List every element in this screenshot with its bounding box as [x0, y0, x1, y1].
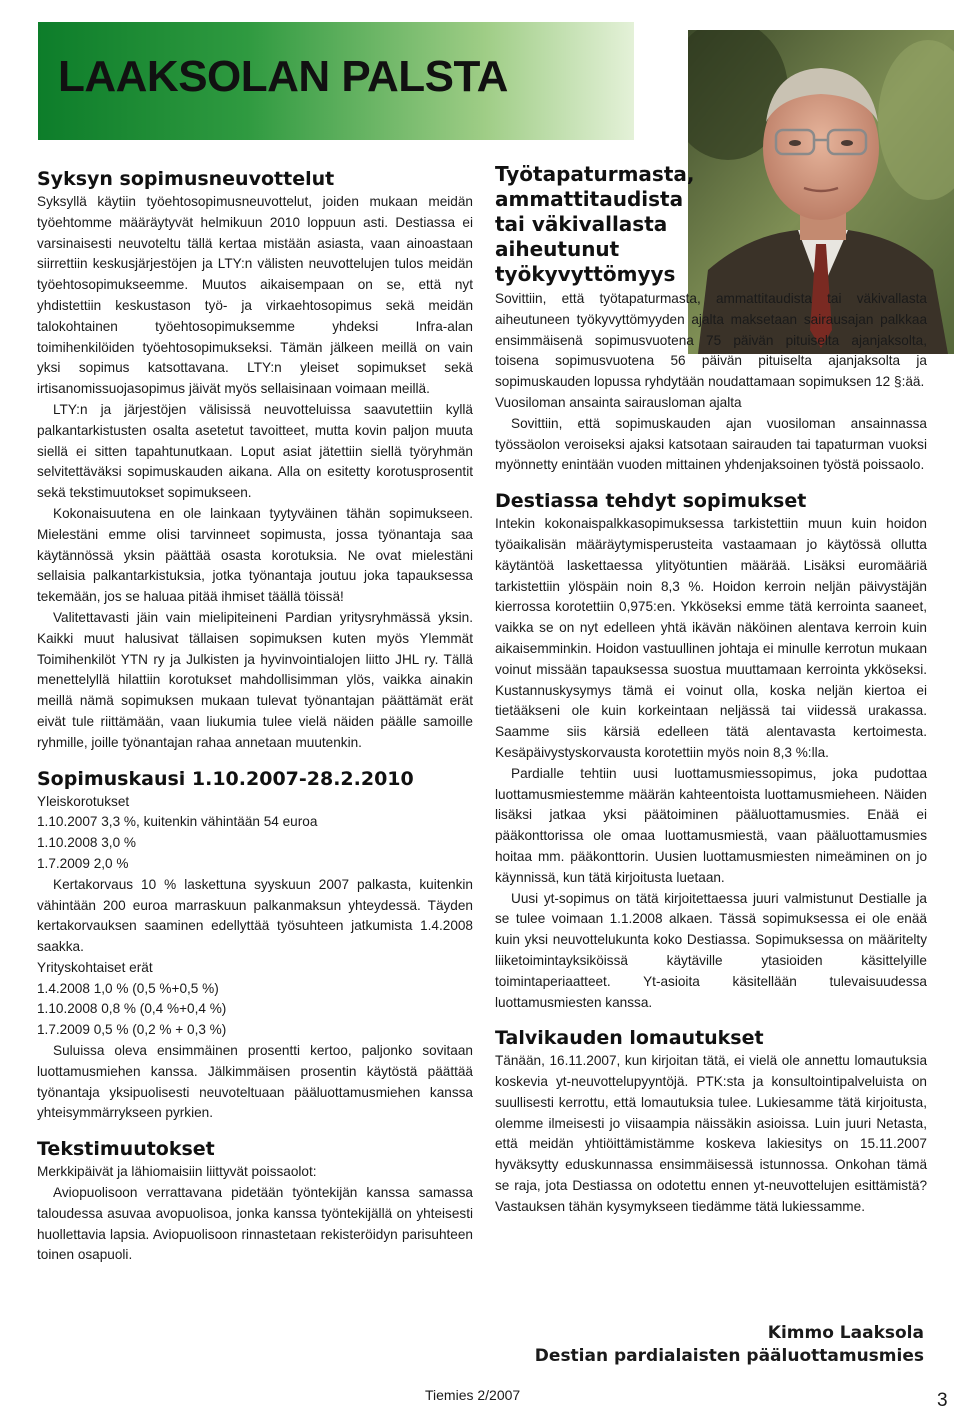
- list-line: 1.10.2007 3,3 %, kuitenkin vähintään 54 euroa: [37, 814, 318, 830]
- paragraph: Pardialle tehtiin uusi luottamusmiessopimus, joka pudottaa luottamusmiestemme määrän kahteentoista luottamusmieheen. Näiden lisäksi jatkaa yksi päätoiminen pääluottamusmies. Enää ei pääkonttorissa ole omaa luottamusmiestä, vaan pääluottamusmies hoitaa mm. pääkonttorin. Uusien luottamusmiesten nimeäminen on jo käynnissä, kun tätä kirjoitusta luetaan.: [495, 765, 927, 885]
- page-number: 3: [937, 1390, 948, 1411]
- paragraph: Sovittiin, että työtapaturmasta, ammattitaudista tai väkivallasta aiheutuneen työkyvyttömyyden ajalta maksetaan sairausajan palkkaa ensimmäisenä sopimusvuotena 75 päivän pituiselta ajanjaksolta, toisena sopimusvuotena 56 päivän pituiselta ajanjaksolta ja sopimuskauden lopussa ryhdytään noudattamaan sopimuksen 12 §:ää.: [495, 291, 927, 390]
- paragraph: Tänään, 16.11.2007, kun kirjoitan tätä, ei vielä ole annettu lomautuksia koskevia yt-neuvottelupyyntöjä. PTK:sta ja konsultointipalveluista on suullisesti kerrottu, että lomautuksia tulee. Lukiesamme tätä kirjoitusta, olemme ilmeisesti jo viisaampia näissäkin asioissa. Luin juuri Netasta, että meidän yhtiöittämistämme koskeva lakiesitys on 15.11.2007 hyväksytty eduskunnassa ensimmäisessä istunnossa. Onkohan tämä se raja, jota Destiassa on odotettu ennen yt-neuvottelujen esittämistä? Vastauksen tähän kysymykseen tiedämme tätä lukiessamme.: [495, 1053, 927, 1214]
- left-column: [37, 168, 473, 1266]
- issue-label: Tiemies 2/2007: [425, 1387, 521, 1403]
- paragraph: Valitettavasti jäin vain mielipiteineni Pardian yritysryhmässä yksin. Kaikki muut halusivat tällaisen sopimuksen kuten myös Ylemmät Toimihenkilöt YTN ry ja Julkisten ja hyvinvointialojen liitto JHL ry. Tällä menettelyllä hilattiin korotukset mahdollisimman ylös, vaikka ainakin meillä nämä sopimuksen mukaan tulevat työnantajan päättämät erät eivät tule riittämään, vaan liukumia tulee vielä näiden päälle samoille ryhmille, joille työnantajan rahaa annetaan muutenkin.: [37, 609, 473, 750]
- list-line: Vuosiloman ansainta sairausloman ajalta: [495, 394, 742, 410]
- paragraph: Kokonaisuutena en ole lainkaan tyytyväinen tähän sopimukseen. Mielestäni emme olisi tarvinneet sopimusta, jossa työnantaja saa käytännössä yksin päättää osasta korotuksia. Ne ovat mielestäni sellaisia palkantarkistuksia, jotka työnantaja joutuu joka tapauksessa tekemään, jos se haluaa pitää ihmiset täällä töissä!: [37, 505, 473, 605]
- list-line: 1.10.2008 0,8 % (0,4 %+0,4 %): [37, 1001, 227, 1017]
- signature-block: [535, 1322, 924, 1368]
- author-name: Kimmo Laaksola: [767, 1323, 924, 1343]
- list-line: Merkkipäivät ja lähiomaisiin liittyvät poissaolot:: [37, 1164, 317, 1180]
- list-line: 1.7.2009 0,5 % (0,2 % + 0,3 %): [37, 1022, 227, 1038]
- paragraph: Syksyllä käytiin työehtosopimusneuvottelut, joiden mukaan meidän työehtomme määräytyvät helmikuun 2010 loppuun asti. Destiassa ei varsinaisesti neuvoteltu tällä kertaa mistään asiasta, vaan ainoastaan siirrettiin keskusjärjestöjen ja LTY:n välisten neuvottelujen tulos meidän työehtosopimukseemme. Muutos aikaisempaan on se, että nyt yhdistettiin keskustason työ- ja virkaehtosopimus sekä meidän talokohtainen työehtosopimuksemme yhdeksi Infra-alan toimihenkilöiden työehtosopimukseksi. Tämän jälkeen meillä on vain yksi sopimus katsottavana. LTY:n yleiset sopimukset sekä irtisanomissuojasopimus jäivät myös sellaisinaan voimaan meillä.: [37, 194, 473, 397]
- author-title: Destian pardialaisten pääluottamusmies: [534, 1346, 924, 1366]
- list-line: 1.10.2008 3,0 %: [37, 835, 137, 851]
- paragraph: Uusi yt-sopimus on tätä kirjoitettaessa juuri valmistunut Destialle ja se tulee voimaan 1.1.2008 alkaen. Tässä sopimuksessa ei ole enää kuin yksi neuvottelukunta koko Destiassa. Sopimuksessa on määritelty liiketoimintayksiköissä käytäville ytasioiden käsittelyille toimintaperiaatteet. Yt-asioita käsitellään tulevaisuudessa luottamusmiesten kanssa.: [495, 890, 927, 1010]
- paragraph: LTY:n ja järjestöjen välisissä neuvotteluissa saavutettiin kyllä palkantarkistusten osalta asetetut tavoitteet, mutta kovin paljon muuta siellä ei sitten tapahtunutkaan. Loput asiat jätettiin siellä työryhmän selvitettäväksi sopimuskauden aikana. Alla on esitetty korotusprosentit sekä tekstimuutokset sopimukseen.: [37, 401, 473, 501]
- paragraph: Kertakorvaus 10 % laskettuna syyskuun 2007 palkasta, kuitenkin vähintään 200 euroa marraskuun palkanmaksun yhteydessä. Täyden kertakorvauksen saaminen edellyttää työsuhteen jatkumista 1.4.2008 saakka.: [37, 876, 473, 955]
- paragraph: Sovittiin, että sopimuskauden ajan vuosiloman ansainnassa työssäolon veroiseksi ajaksi katsotaan sairauden tai tapaturman vuoksi myönnetty enintään vuoden mittainen yhdenjaksoinen työstä poissaolo.: [495, 415, 927, 473]
- right-column: [495, 162, 927, 1218]
- section-heading-destiassa-tehdyt-sopimukset: Destiassa tehdyt sopimukset: [495, 490, 807, 513]
- section-heading-tyotapaturma: Työtapaturmasta, ammattitaudista tai väkivallasta aiheutunut työkyvyttömyys: [495, 162, 695, 286]
- list-line: Yrityskohtaiset erät: [37, 959, 153, 975]
- section-heading-talvikauden-lomautukset: Talvikauden lomautukset: [495, 1027, 764, 1050]
- paragraph: Aviopuolisoon verrattavana pidetään työntekijän kanssa samassa taloudessa asuvaa avopuolisoa, jonka kanssa työntekijällä on yhteisesti huollettavia lapsia. Aviopuolisoon rinnastetaan rekisteröidyn parisuhteen toinen osapuoli.: [37, 1185, 473, 1263]
- list-line: 1.4.2008 1,0 % (0,5 %+0,5 %): [37, 980, 219, 996]
- paragraph: Suluissa oleva ensimmäinen prosentti kertoo, paljonko sovitaan luottamusmiehen kanssa. Jälkimmäisen prosentin käytöstä päättää työnantaja yksipuolisesti neuvoteltuaan pääluottamusmiehen kanssa yhteisymmärrykseen pyrkien.: [37, 1043, 473, 1121]
- section-heading-syksyn-sopimusneuvottelut: Syksyn sopimusneuvottelut: [37, 168, 335, 190]
- page-title: LAAKSOLAN PALSTA: [58, 52, 508, 101]
- list-line: Yleiskorotukset: [37, 793, 130, 809]
- list-line: 1.7.2009 2,0 %: [37, 855, 129, 871]
- section-heading-tekstimuutokset: Tekstimuutokset: [37, 1138, 215, 1161]
- paragraph: Intekin kokonaispalkkasopimuksessa tarkistettiin muun kuin hoidon työaikalisän määräytymisperusteita vastaamaan jo käytössä ollutta käytäntöä laskettaessa ylityötuntien määrää. Lisäksi euromääriä tarkistettiin ylöspäin noin 8,3 %. Hoidon kerroin neljän päivystäjän kierrossa korotettiin 0,975:en. Ykköseksi emme tätä kerrointa saaneet, vaikka se on nyt edelleen yhtä ikävän näköinen alentava kerroin kuin aikaisemminkin. Hoidon vastuullinen johtaja ei minulle kerrotun mukaan voinut missään tapauksessa suostua muuttamaan kerrointa ykköseksi. Kustannuskysymys tämä ei voinut olla, koska neljän kiertoa ei tietääkseni ole kuin korkeintaan neljässä tai viidessä urakassa. Saamme siis kärsiä edelleen tätä alentavasta kertoimesta. Kesäpäivystyskorvausta korotettiin myös noin 8,3 %:lla.: [495, 516, 927, 760]
- section-heading-sopimuskausi: Sopimuskausi 1.10.2007-28.2.2010: [37, 767, 414, 790]
